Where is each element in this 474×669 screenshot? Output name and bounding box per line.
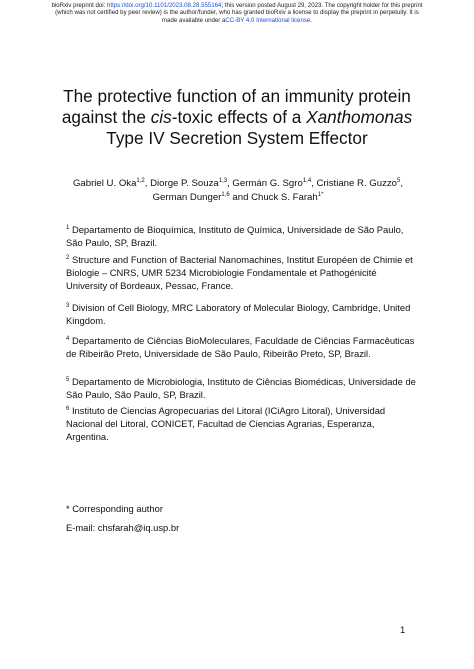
affil-number: 3 [66,302,70,309]
author-affil-sup: 1,4 [302,177,312,184]
author-name: Cristiane R. Guzzo [316,178,398,189]
author [251,192,323,203]
author-list [42,177,434,205]
doi-link[interactable]: https://doi.org/10.1101/2023.08.28.555164 [107,2,222,9]
author-name: Diorge P. Souza [150,178,219,189]
affil-text: Departamento de Microbiologia, Instituto de Ciências Biomédicas, Universidade de São Paulo, São Paulo, SP, Brazil. [66,376,416,401]
header-text: . [310,16,312,24]
author-sep: , [227,178,233,189]
header-text: ; this version posted August 29, 2023. The copyright holder for this preprint [221,2,423,9]
affiliation-2 [66,253,416,293]
license-link[interactable]: CC-BY 4.0 International license [225,16,311,24]
affil-number: 5 [66,376,70,383]
author-affil-sup: 1,2 [136,177,145,184]
title-line-1: The protective function of an immunity protein [63,86,411,106]
affil-text: Division of Cell Biology, MRC Laboratory of Molecular Biology, Cambridge, United Kingdom. [66,302,411,327]
affiliation-6 [66,404,416,444]
affil-text: Structure and Function of Bacterial Nanomachines, Institut Européen de Chimie et Biologie – CNRS, UMR 5234 Microbiologie Fondamentale et Pathogénicité University of Bordeaux, Pessac, France. [66,254,413,292]
header-line-2: (which was not certified by peer review) is the author/funder, who has granted bioRxiv a license to display the preprint in perpetuity. It is [55,9,419,17]
header-line-3 [20,17,454,24]
author-affil-sup: 1,6 [221,191,230,198]
page-number: 1 [400,624,406,635]
author-name: Chuck S. Farah [251,192,318,203]
corresponding-email: E-mail: chsfarah@iq.usp.br [66,522,180,533]
affil-number: 6 [66,405,70,412]
title-italic: cis [150,107,172,127]
affil-text: Departamento de Ciências BioMoleculares, Faculdade de Ciências Farmacêuticas de Ribeirão Preto, Universidade de São Paulo, Ribeirão Preto, SP, Brazil. [66,335,415,360]
preprint-header [20,2,454,24]
title-line-2 [36,107,438,128]
author-sep: , [311,178,317,189]
affiliation-1 [66,223,416,249]
affil-number: 2 [66,254,70,261]
author [150,178,232,189]
author-sep: , [400,178,404,189]
author [232,178,316,189]
author-name: Gabriel U. Oka [72,178,137,189]
author-name: German Dunger [152,192,222,203]
affil-text: Departamento de Bioquímica, Instituto de Química, Universidade de São Paulo, São Paulo, SP, Brazil. [66,224,404,249]
author-affil-sup: 1* [317,191,324,198]
header-line-1 [20,2,454,9]
affil-number: 1 [66,224,70,231]
header-text: made available under a [162,16,226,24]
author [317,178,404,189]
affil-text: Instituto de Ciencias Agropecuarias del Litoral (ICiAgro Litoral), Universidad Nacional del Litoral, CONICET, Facultad de Ciencias Agrarias, Esperanza, Argentina. [66,405,386,443]
affiliation-3 [66,301,416,327]
author-affil-sup: 5 [397,177,401,184]
affiliation-4 [66,334,416,360]
affiliation-5 [66,375,416,401]
title-text: -toxic effects of a [171,107,307,127]
author [153,192,251,203]
title-text: against the [61,107,151,127]
author-sep: , [144,178,151,189]
paper-title [36,86,438,149]
title-italic: Xanthomonas [306,107,413,127]
corresponding-author-note: * Corresponding author [66,503,163,514]
header-text: bioRxiv preprint doi: [51,2,107,9]
author-name: Germán G. Sgro [232,178,303,189]
affil-number: 4 [66,335,70,342]
title-line-3: Type IV Secretion System Effector [106,128,368,148]
author-affil-sup: 1,3 [218,177,228,184]
author-sep: and [229,192,252,203]
author [73,178,150,189]
